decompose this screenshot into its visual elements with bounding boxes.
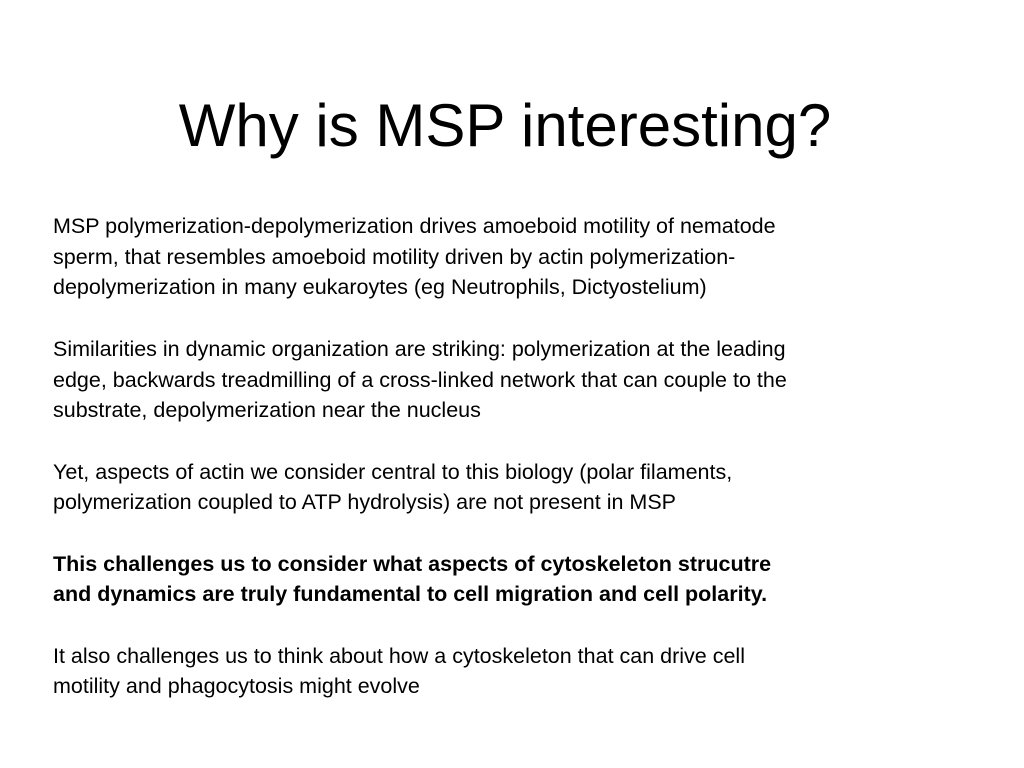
paragraph-line: substrate, depolymerization near the nucleus [53,398,481,423]
paragraph-evolution [53,641,973,702]
paragraph-differences [53,457,973,518]
paragraph-line: motility and phagocytosis might evolve [53,674,420,699]
paragraph-msp-motility [53,211,973,303]
paragraph-line: It also challenges us to think about how a cytoskeleton that can drive cell [53,643,745,668]
paragraph-line: Yet, aspects of actin we consider central to this biology (polar filaments, [53,459,733,484]
paragraph-challenge-bold [53,549,973,610]
paragraph-line: depolymerization in many eukaroytes (eg Neutrophils, Dictyostelium) [53,275,707,300]
paragraph-line: polymerization coupled to ATP hydrolysis) are not present in MSP [53,490,677,515]
paragraph-line: and dynamics are truly fundamental to cell migration and cell polarity. [53,582,768,607]
slide-body [53,211,973,733]
paragraph-similarities [53,334,973,426]
paragraph-line: sperm, that resembles amoeboid motility driven by actin polymerization- [53,244,736,269]
paragraph-line: This challenges us to consider what aspects of cytoskeleton strucutre [53,551,772,576]
slide-title: Why is MSP interesting? [178,92,832,159]
paragraph-line: Similarities in dynamic organization are striking: polymerization at the leading [53,336,786,361]
paragraph-line: MSP polymerization-depolymerization drives amoeboid motility of nematode [53,214,776,238]
paragraph-line: edge, backwards treadmilling of a cross-linked network that can couple to the [53,367,787,392]
